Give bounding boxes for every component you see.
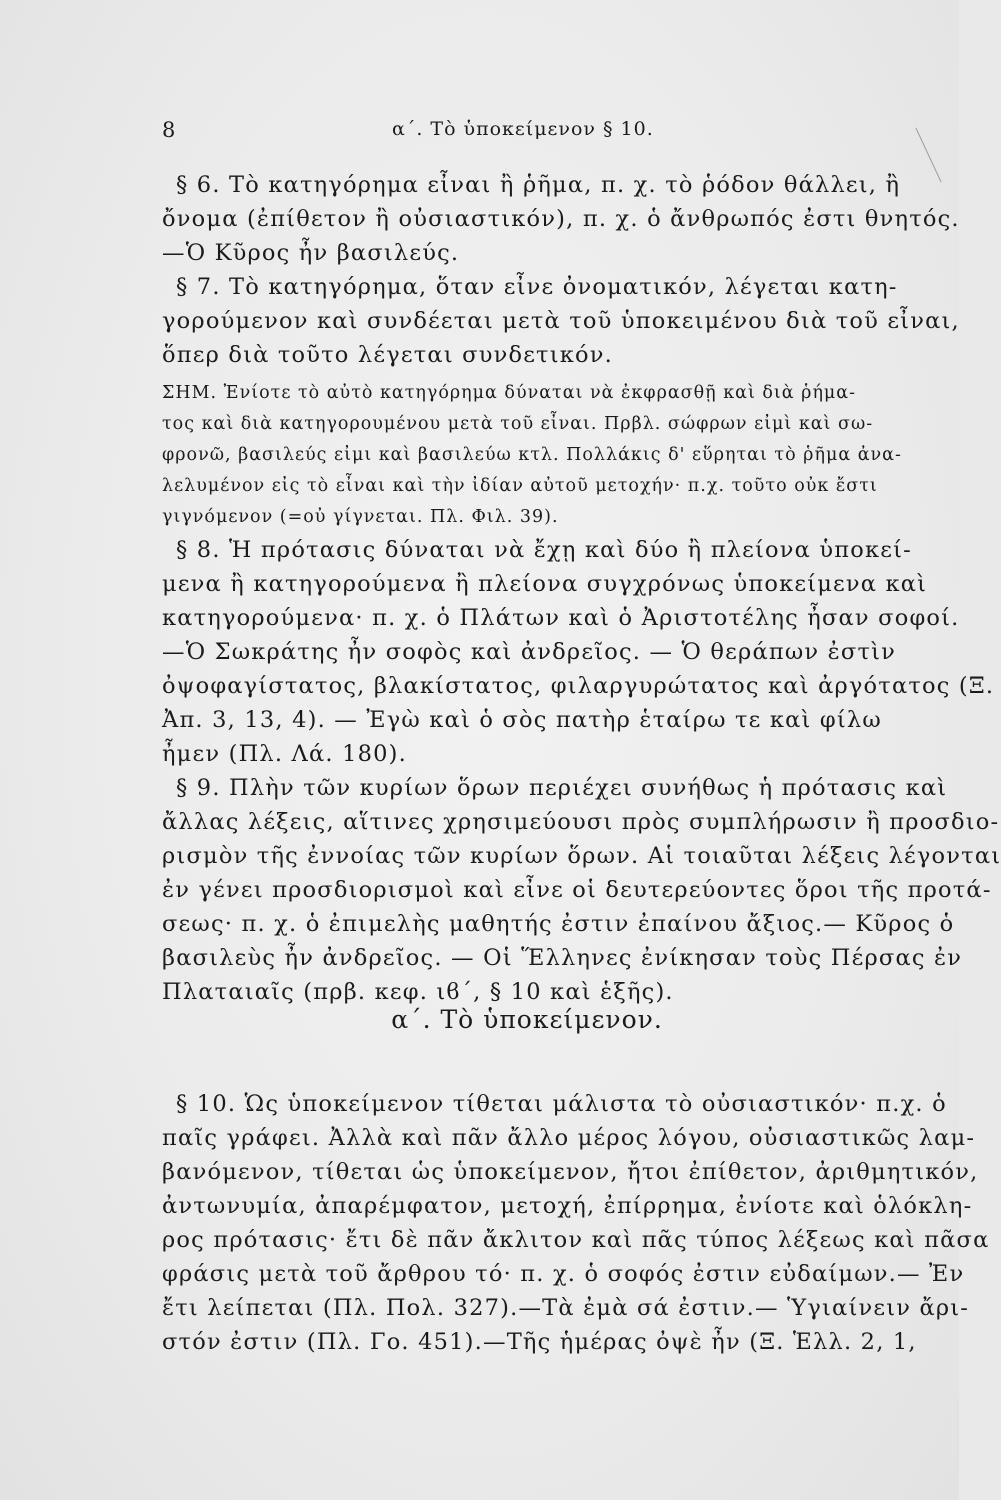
text-line: ἄλλας λέξεις, αἵτινες χρησιμεύουσι πρὸς συμπλήρωσιν ἢ προσδιο- <box>162 809 1000 835</box>
text-line: § 6. Τὸ κατηγόρημα εἶναι ἢ ῥῆμα, π. χ. τὸ ῥόδον θάλλει, ἢ <box>176 172 901 198</box>
text-line: Ἀπ. 3, 13, 4). — Ἐγὼ καὶ ὁ σὸς πατὴρ ἑταίρω τε καὶ φίλω <box>162 707 882 733</box>
text-line: Πλαταιαῖς (πρβ. κεφ. ιϐ΄, § 10 καὶ ἑξῆς). <box>162 979 674 1005</box>
text-line: βασιλεὺς ἦν ἀνδρεῖος. — Οἱ Ἕλληνες ἐνίκησαν τοὺς Πέρσας ἐν <box>162 945 963 971</box>
text-line: ἐν γένει προσδιορισμοὶ καὶ εἶνε οἱ δευτερεύοντες ὅροι τῆς προτά- <box>162 877 992 903</box>
block-sections-8-9 <box>162 533 1001 1009</box>
note-line: φρονῶ, βασιλεύς εἰμι καὶ βασιλεύω κτλ. Πολλάκις δ' εὕρηται τὸ ῥῆμα ἀνα- <box>162 445 902 465</box>
text-line: § 8. Ἡ πρότασις δύναται νὰ ἔχῃ καὶ δύο ἢ πλείονα ὑποκεί- <box>176 537 912 563</box>
text-line: ρος πρότασις· ἔτι δὲ πᾶν ἄκλιτον καὶ πᾶς τύπος λέξεως καὶ πᾶσα <box>162 1227 990 1253</box>
page-header <box>162 118 862 148</box>
note-line: λελυμένον εἰς τὸ εἶναι καὶ τὴν ἰδίαν αὐτοῦ μετοχήν· π.χ. τοῦτο οὐκ ἔστι <box>162 476 878 496</box>
text-line: § 10. Ὡς ὑποκείμενον τίθεται μάλιστα τὸ οὐσιαστικόν· π.χ. ὁ <box>176 1091 947 1117</box>
text-line: ἦμεν (Πλ. Λά. 180). <box>162 741 407 767</box>
note-block <box>162 378 902 533</box>
text-line: § 7. Τὸ κατηγόρημα, ὅταν εἶνε ὀνοματικόν, λέγεται κατη- <box>176 274 898 300</box>
block-section-10 <box>162 1087 990 1359</box>
text-line: φράσις μετὰ τοῦ ἄρθρου τό· π. χ. ὁ σοφός ἐστιν εὐδαίμων.— Ἐν <box>162 1261 965 1287</box>
text-line: ὅπερ διὰ τοῦτο λέγεται συνδετικόν. <box>162 342 613 368</box>
running-head: α΄. Τὸ ὑποκείμενον § 10. <box>392 118 654 140</box>
text-line: στόν ἐστιν (Πλ. Γο. 451).—Τῆς ἡμέρας ὀψὲ ἦν (Ξ. Ἑλλ. 2, 1, <box>162 1329 917 1355</box>
text-line: —Ὁ Σωκράτης ἦν σοφὸς καὶ ἀνδρεῖος. — Ὁ θεράπων ἐστὶν <box>162 639 896 665</box>
note-line: τος καὶ διὰ κατηγορουμένου μετὰ τοῦ εἶναι. Πρβλ. σώφρων εἰμὶ καὶ σω- <box>162 414 874 434</box>
text-line: ὄνομα (ἐπίθετον ἢ οὐσιαστικόν), π. χ. ὁ ἄνθρωπός ἐστι θνητός. <box>162 206 960 232</box>
page-number: 8 <box>162 118 176 142</box>
text-line: βανόμενον, τίθεται ὡς ὑποκείμενον, ἤτοι ἐπίθετον, ἀριθμητικόν, <box>162 1159 979 1185</box>
text-line: ὀψοφαγίστατος, βλακίστατος, φιλαργυρώτατος καὶ ἀργότατος (Ξ. <box>162 673 995 699</box>
text-line: § 9. Πλὴν τῶν κυρίων ὅρων περιέχει συνήθως ἡ πρότασις καὶ <box>176 775 948 801</box>
text-line: ἀντωνυμία, ἀπαρέμφατον, μετοχή, ἐπίρρημα, ἐνίοτε καὶ ὁλόκλη- <box>162 1193 973 1219</box>
text-line: κατηγορούμενα· π. χ. ὁ Πλάτων καὶ ὁ Ἀριστοτέλης ἦσαν σοφοί. <box>162 605 960 631</box>
block-sections-6-7 <box>162 168 960 372</box>
text-line: ρισμὸν τῆς ἐννοίας τῶν κυρίων ὅρων. Αἱ τοιαῦται λέξεις λέγονται <box>162 843 1001 869</box>
text-line: μενα ἢ κατηγορούμενα ἢ πλείονα συγχρόνως ὑποκείμενα καὶ <box>162 571 928 597</box>
text-line: γορούμενον καὶ συνδέεται μετὰ τοῦ ὑποκειμένου διὰ τοῦ εἶναι, <box>162 308 960 334</box>
note-line: ΣΗΜ. Ἐνίοτε τὸ αὐτὸ κατηγόρημα δύναται νὰ ἐκφρασθῇ καὶ διὰ ῥήμα- <box>162 383 857 403</box>
margin-mark <box>915 128 941 183</box>
text-line: σεως· π. χ. ὁ ἐπιμελὴς μαθητής ἐστιν ἐπαίνου ἄξιος.— Κῦρος ὁ <box>162 911 955 937</box>
text-line: παῖς γράφει. Ἀλλὰ καὶ πᾶν ἄλλο μέρος λόγου, οὐσιαστικῶς λαμ- <box>162 1125 976 1151</box>
text-line: ἔτι λείπεται (Πλ. Πολ. 327).—Τὰ ἐμὰ σά ἐστιν.— Ὑγιαίνειν ἄρι- <box>162 1295 970 1321</box>
note-line: γιγνόμενον (=οὐ γίγνεται. Πλ. Φιλ. 39). <box>162 507 559 527</box>
section-title: α΄. Τὸ ὑποκείμενον. <box>391 1005 663 1034</box>
text-line: —Ὁ Κῦρος ἦν βασιλεύς. <box>162 240 460 266</box>
